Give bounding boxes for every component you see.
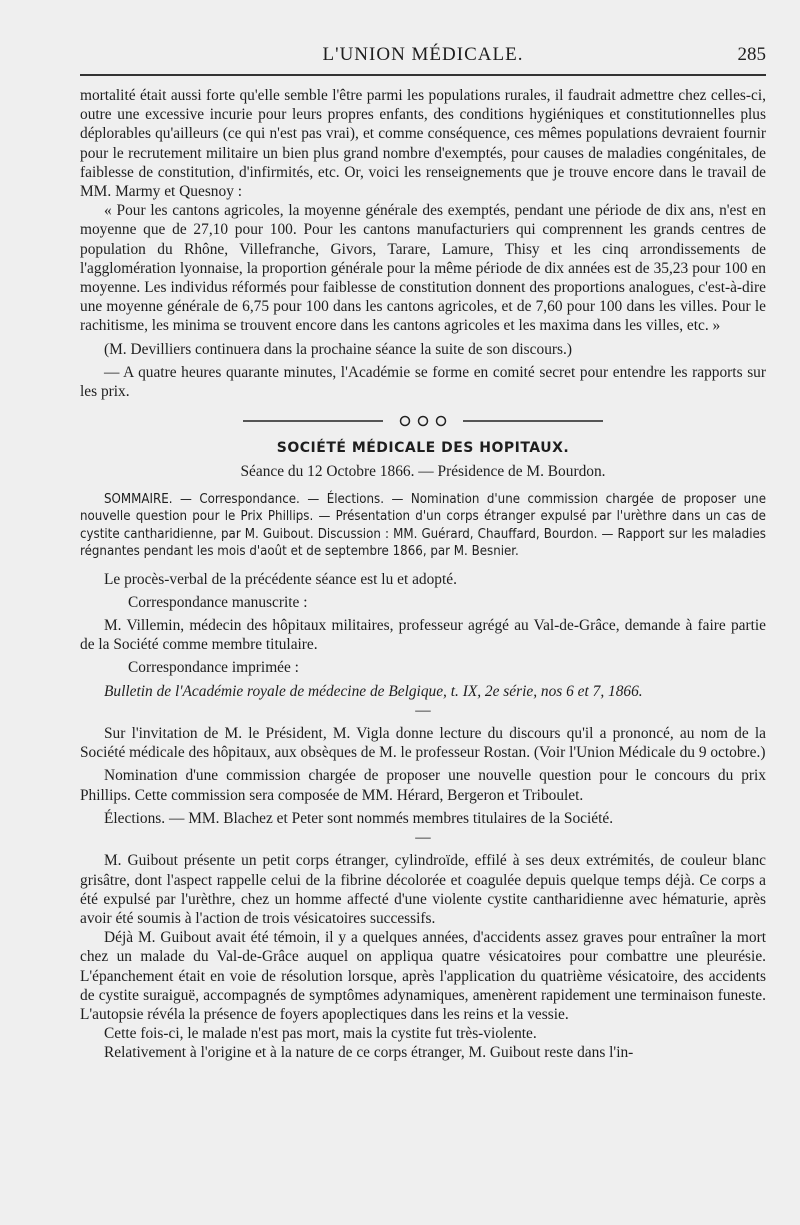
paragraph: M. Guibout présente un petit corps étranger, cylindroïde, effilé à ses deux extrémités, de couleur blanc grisâtre, dont l'aspect rappelle celui de la fibrine décolorée et coagulée depuis quelque temps déjà. Ce corps a été expulsé par l'urèthre, chez un homme affecté d'une violente cystite cantharidienne avec hématurie, après avoir été soumis à l'action de trois vésicatoires successifs. bbox=[80, 852, 766, 927]
section-ornament bbox=[243, 415, 603, 427]
header-rule bbox=[80, 74, 766, 76]
paragraph: Sur l'invitation de M. le Président, M. Vigla donne lecture du discours qu'il a prononcé, au nom de la Société médicale des hôpitaux, aux obsèques de M. le professeur Rostan. (Voir l'Union Médicale du 9 octobre.) bbox=[80, 725, 766, 762]
paragraph: Déjà M. Guibout avait été témoin, il y a quelques années, d'accidents assez graves pour entraîner la mort chez un malade du Val-de-Grâce auquel on appliqua quatre vésicatoires pour combattre une pleurésie. L'épanchement était en voie de résolution lorsque, après l'application du quatrième vésicatoire, des accidents de cystite suraiguë, accompagnés de symptômes adynamiques, amenèrent rapidement une terminaison funeste. L'autopsie révéla la présence de foyers apoplectiques dans les reins et la vessie. bbox=[80, 929, 766, 1023]
paragraph: Nomination d'une commission chargée de proposer une nouvelle question pour le concours du prix Phillips. Cette commission sera composée de MM. Hérard, Bergeron et Triboulet. bbox=[80, 767, 766, 804]
paragraph: Relativement à l'origine et à la nature de ce corps étranger, M. Guibout reste dans l'in- bbox=[104, 1044, 634, 1062]
section-title: SOCIÉTÉ MÉDICALE DES HOPITAUX. bbox=[276, 440, 570, 457]
separator-dash: — bbox=[415, 829, 431, 847]
summary: SOMMAIRE. — Correspondance. — Élections. — Nomination d'une commission chargée de proposer une nouvelle question pour le Prix Phillips. — Présentation d'un corps étranger expulsé par l'urèthre dans un cas de cystite cantharidienne, par M. Guibout. Discussion : MM. Guérard, Chauffard, Bourdon. — Rapport sur les maladies régnantes pendant les mois d'août et de septembre 1866, par M. Besnier. bbox=[80, 491, 766, 560]
paragraph: M. Villemin, médecin des hôpitaux militaires, professeur agrégé au Val-de-Grâce, demande à faire partie de la Société comme membre titulaire. bbox=[80, 617, 766, 654]
paragraph: mortalité était aussi forte qu'elle semble l'être parmi les populations rurales, il faudrait admettre chez celles-ci, outre une excessive incurie pour leurs propres enfants, des conditions hygiéniques et constitutionnelles plus déplorables qu'ailleurs (ce qui n'est pas vrai), et comme conséquence, ces mêmes populations devraient fournir pour le recrutement militaire un bien plus grand nombre d'exemptés, pour causes de maladies congénitales, de faiblesse de constitution, d'infirmités, etc. Or, voici les renseignements que je trouve encore dans le travail de MM. Marmy et Quesnoy : bbox=[80, 87, 766, 201]
separator-dash: — bbox=[415, 701, 431, 719]
subheading: Correspondance manuscrite : bbox=[128, 593, 308, 611]
bulletin-reference: Bulletin de l'Académie royale de médecine de Belgique, t. IX, 2e série, nos 6 et 7, 1866. bbox=[104, 682, 643, 700]
quotation-paragraph: « Pour les cantons agricoles, la moyenne générale des exemptés, pendant une période de dix ans, n'est en moyenne que de 27,10 pour 100. Pour les cantons manufacturiers qui comprennent les grands centres de population du Rhône, Villefranche, Givors, Tarare, Lamure, Thisy et les cinq arrondissements de l'agglomération lyonnaise, la proportion générale pour la même période de dix années est de 35,23 pour 100 en moyenne. Les individus réformés pour faiblesse de constitution donnent des proportions analogues, c'est-à-dire une moyenne générale de 6,75 pour 100 dans les cantons agricoles, et de 7,60 pour 100 dans les villes. Pour le rachitisme, les minima se trouvent encore dans les cantons agricoles et les maxima dans les villes, etc. » bbox=[80, 202, 766, 335]
session-line: Séance du 12 Octobre 1866. — Présidence de M. Bourdon. bbox=[240, 463, 606, 481]
paragraph: — A quatre heures quarante minutes, l'Académie se forme en comité secret pour entendre les rapports sur les prix. bbox=[80, 363, 766, 401]
body-text bbox=[80, 86, 766, 1063]
paragraph: (M. Devilliers continuera dans la prochaine séance la suite de son discours.) bbox=[104, 340, 572, 358]
running-header bbox=[80, 44, 766, 68]
page-number: 285 bbox=[737, 44, 766, 65]
paragraph: Le procès-verbal de la précédente séance est lu et adopté. bbox=[104, 570, 457, 588]
paragraph: Élections. — MM. Blachez et Peter sont nommés membres titulaires de la Société. bbox=[104, 809, 614, 827]
journal-title: L'UNION MÉDICALE. bbox=[322, 44, 524, 65]
subheading: Correspondance imprimée : bbox=[128, 659, 299, 677]
paragraph: Cette fois-ci, le malade n'est pas mort, mais la cystite fut très-violente. bbox=[104, 1025, 537, 1043]
